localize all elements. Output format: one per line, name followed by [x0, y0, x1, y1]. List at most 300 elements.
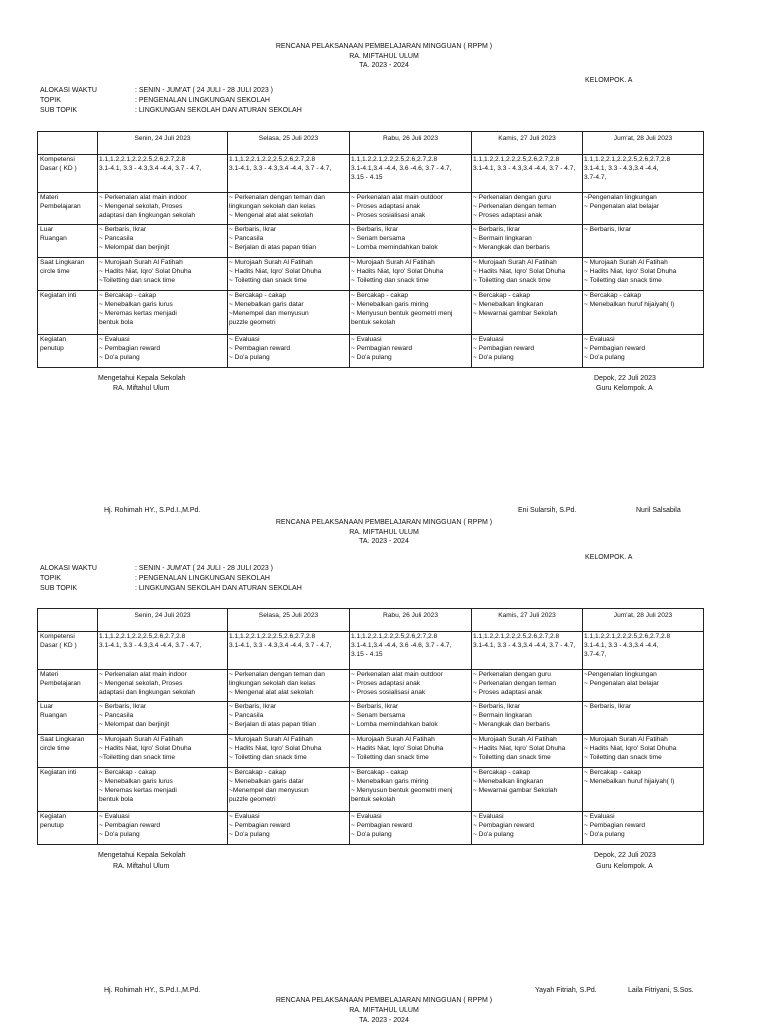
table-row: [38, 258, 704, 291]
table-cell: [98, 225, 228, 258]
cell-line: ~ Hadits Niat, Iqro' Solat Dhuha: [229, 268, 322, 275]
cell-line: ~ Pancasila: [229, 712, 264, 719]
row-label-line: Luar: [40, 703, 54, 710]
teacher-group-label: Guru Kelompok. A: [596, 385, 653, 392]
cell-line: ~ Mengenal sekolah, Proses: [99, 203, 183, 210]
cell-line: ~ Berbaris, Ikrar: [584, 226, 632, 233]
table-cell: [350, 291, 472, 335]
cell-line: ~Toiletting dan snack time: [99, 277, 176, 284]
rppm-table: [37, 608, 704, 845]
cell-line: 3.1-4.1, 3.3 - 4.3,3.4 -4.4, 3.7 - 4.7,: [99, 642, 202, 649]
row-label: [38, 258, 98, 291]
meta-row: [40, 584, 302, 594]
table-cell: [98, 335, 228, 368]
cell-line: ~ Pancasila: [229, 235, 264, 242]
cell-line: ~ Toiletting dan snack time: [473, 754, 551, 761]
table-header-row: [38, 609, 704, 632]
row-label: [38, 768, 98, 812]
cell-line: ~ Proses adaptasi anak: [473, 689, 543, 696]
cell-line: ~ Berbaris, Ikrar: [473, 226, 521, 233]
row-label: [38, 812, 98, 845]
cell-line: ~ Menebalkan garis lurus: [99, 301, 173, 308]
table-cell: [228, 632, 350, 670]
cell-line: ~ Lomba memindahkan balok: [351, 721, 438, 728]
cell-line: lingkungan sekolah dan kelas: [229, 680, 316, 687]
table-cell: [472, 670, 583, 702]
cell-line: ~ Pembagian reward: [473, 345, 535, 352]
table-cell: [350, 735, 472, 768]
table-cell: [350, 155, 472, 193]
kelompok-label: KELOMPOK. A: [585, 77, 633, 84]
table-cell: [98, 702, 228, 735]
day-header: Selasa, 25 Juli 2023: [228, 609, 350, 632]
table-cell: [98, 632, 228, 670]
cell-line: ~ Menyusun bentuk geometri menj: [351, 787, 453, 794]
cell-line: ~ Hadits Niat, Iqro' Solat Dhuha: [351, 745, 444, 752]
cell-line: ~Toiletting dan snack time: [99, 754, 176, 761]
cell-line: ~ Berbaris, Ikrar: [473, 703, 521, 710]
cell-line: ~ Murojaah Surah Al Fatihah: [351, 736, 435, 743]
table-cell: [98, 193, 228, 225]
document-title: [0, 42, 768, 71]
cell-line: ~ Proses sosialisasi anak: [351, 212, 426, 219]
cell-line: ~ Evaluasi: [584, 336, 615, 343]
row-label-line: Kompetensi: [40, 156, 75, 163]
cell-line: ~ Senam bersama: [351, 235, 406, 242]
title-line: RENCANA PELAKSANAAN PEMBELAJARAN MINGGUAN ( RPPM ): [275, 43, 493, 50]
table-cell: [472, 335, 583, 368]
cell-line: ~ Do'a pulang: [473, 354, 514, 361]
table-cell: [472, 632, 583, 670]
cell-line: ~ Berbaris, Ikrar: [99, 226, 147, 233]
cell-line: ~ Senam bersama: [351, 712, 406, 719]
cell-line: 3.1-4.1,3.4 -4.4, 3.6 -4.6, 3.7 - 4.7,: [351, 642, 452, 649]
cell-line: ~ Do'a pulang: [99, 831, 140, 838]
table-row: [38, 670, 704, 702]
cell-line: 1.1,1.2,2.1,2.2,2.5,2.6,2.7,2.8: [351, 156, 438, 163]
cell-line: ~ Berjalan di atas papan titian: [229, 244, 317, 251]
meta-row: [40, 574, 302, 584]
day-header: Senin, 24 Juli 2023: [98, 609, 228, 632]
table-cell: [228, 335, 350, 368]
meta-row: [40, 564, 302, 574]
cell-line: ~ Perkenalan dengan guru: [473, 194, 551, 201]
signature-teacher-2: Nuril Salsabila: [636, 507, 681, 514]
table-cell: [98, 155, 228, 193]
row-label-line: Dasar ( KD ): [40, 642, 77, 649]
meta-block: [40, 564, 302, 594]
approval-label: Mengetahui Kepala Sekolah: [98, 852, 186, 859]
cell-line: ~ Do'a pulang: [351, 831, 392, 838]
table-row: [38, 193, 704, 225]
cell-line: ~ Toiletting dan snack time: [229, 277, 307, 284]
table-cell: [228, 291, 350, 335]
cell-line: ~ Hadits Niat, Iqro' Solat Dhuha: [99, 745, 192, 752]
cell-line: ~ Do'a pulang: [229, 354, 270, 361]
row-label: [38, 291, 98, 335]
document-title: [0, 518, 768, 547]
row-label-line: Materi: [40, 671, 59, 678]
cell-line: ~ Bermain lingkaran: [473, 235, 532, 242]
cell-line: ~ Murojaah Surah Al Fatihah: [229, 259, 313, 266]
row-label-line: circle time: [40, 268, 70, 275]
cell-line: ~ Menebalkan garis miring: [351, 301, 429, 308]
table-cell: [472, 291, 583, 335]
cell-line: ~ Murojaah Surah Al Fatihah: [99, 259, 183, 266]
table-cell: [350, 812, 472, 845]
cell-line: ~ Pembagian reward: [99, 345, 161, 352]
cell-line: ~ Pembagian reward: [351, 822, 413, 829]
row-label-line: Saat Lingkaran: [40, 736, 85, 743]
table-cell: [98, 735, 228, 768]
cell-line: ~ Bercakap - cakap: [473, 292, 530, 299]
table-cell: [228, 702, 350, 735]
cell-line: ~ Pengenalan alat belajar: [584, 680, 659, 687]
cell-line: ~ Evaluasi: [473, 336, 504, 343]
table-row: [38, 735, 704, 768]
document-title: [0, 996, 768, 1024]
row-label-line: Pembelajaran: [40, 680, 81, 687]
table-cell: [472, 702, 583, 735]
cell-line: ~ Murojaah Surah Al Fatihah: [229, 736, 313, 743]
meta-label: TOPIK: [40, 575, 61, 582]
cell-line: ~ Pembagian reward: [351, 345, 413, 352]
table-cell: [350, 702, 472, 735]
cell-line: ~ Evaluasi: [473, 813, 504, 820]
signature-headmaster: Hj. Rohimah HY., S.Pd.I.,M.Pd.: [104, 507, 201, 514]
title-line: RENCANA PELAKSANAAN PEMBELAJARAN MINGGUAN ( RPPM ): [275, 997, 493, 1004]
cell-line: ~ Bercakap - cakap: [229, 769, 286, 776]
signature-headmaster: Hj. Rohimah HY., S.Pd.I.,M.Pd.: [104, 987, 201, 994]
cell-line: 3.15 - 4.15: [351, 174, 383, 181]
signature-teacher-2: Laila Fitriyani, S.Sos.: [628, 987, 694, 994]
table-cell: [583, 225, 704, 258]
table-cell: [228, 812, 350, 845]
table-row: [38, 155, 704, 193]
cell-line: ~ Evaluasi: [351, 336, 382, 343]
row-label: [38, 225, 98, 258]
row-label-line: Luar: [40, 226, 54, 233]
table-cell: [98, 768, 228, 812]
row-label-line: Kompetensi: [40, 633, 75, 640]
cell-line: ~ Toiletting dan snack time: [229, 754, 307, 761]
cell-line: 3.1-4.1, 3.3 - 4.3,3.4 -4.4, 3.7 - 4.7,: [473, 642, 576, 649]
row-label-line: Kegiatan: [40, 813, 67, 820]
cell-line: ~ Murojaah Surah Al Fatihah: [351, 259, 435, 266]
cell-line: ~ Evaluasi: [229, 813, 260, 820]
cell-line: ~ Do'a pulang: [229, 831, 270, 838]
cell-line: 3.1-4.1,3.4 -4.4, 3.6 -4.6, 3.7 - 4.7,: [351, 165, 452, 172]
cell-line: ~ Bercakap - cakap: [99, 769, 156, 776]
table-cell: [583, 335, 704, 368]
school-name: RA. Miftahul Ulum: [113, 385, 170, 392]
cell-line: ~ Bercakap - cakap: [473, 769, 530, 776]
table-cell: [583, 768, 704, 812]
cell-line: ~ Perkenalan alat main indoor: [99, 671, 187, 678]
table-cell: [472, 193, 583, 225]
cell-line: ~ Toiletting dan snack time: [584, 754, 662, 761]
table-row: [38, 632, 704, 670]
row-label-line: Dasar ( KD ): [40, 165, 77, 172]
cell-line: ~ Pembagian reward: [584, 822, 646, 829]
table-cell: [98, 812, 228, 845]
title-line: RA. MIFTAHUL ULUM: [349, 52, 419, 60]
cell-line: ~ Berbaris, Ikrar: [584, 703, 632, 710]
cell-line: ~ Berbaris, Ikrar: [351, 226, 399, 233]
cell-line: ~ Toiletting dan snack time: [351, 754, 429, 761]
cell-line: ~ Evaluasi: [229, 336, 260, 343]
cell-line: ~ Do'a pulang: [584, 354, 625, 361]
cell-line: ~ Menebalkan huruf hijaiyah( l): [584, 301, 675, 308]
cell-line: ~ Proses adaptasi anak: [351, 680, 421, 687]
meta-row: [40, 86, 302, 96]
cell-line: ~ Toiletting dan snack time: [473, 277, 551, 284]
cell-line: ~ Perkenalan alat main outdoor: [351, 671, 443, 678]
table-cell: [583, 670, 704, 702]
cell-line: ~ Bercakap - cakap: [351, 769, 408, 776]
signature-teacher-1: Eni Sularsih, S.Pd.: [518, 507, 577, 514]
cell-line: ~ Proses adaptasi anak: [473, 212, 543, 219]
row-label: [38, 670, 98, 702]
table-row: [38, 768, 704, 812]
meta-block: [40, 86, 302, 116]
day-header: Kamis, 27 Juli 2023: [472, 132, 583, 155]
cell-line: ~ Perkenalan alat main indoor: [99, 194, 187, 201]
cell-line: 1.1,1.2,2.1,2.2,2.5,2.6,2.7,2.8: [99, 633, 186, 640]
row-label-line: Kegiatan: [40, 336, 67, 343]
table-cell: [350, 670, 472, 702]
title-line: TA. 2023 - 2024: [359, 538, 409, 546]
cell-line: 1.1,1.2,2.1,2.2,2.5,2.6,2.7,2.8: [99, 156, 186, 163]
cell-line: ~ Bercakap - cakap: [99, 292, 156, 299]
cell-line: ~ Proses sosialisasi anak: [351, 689, 426, 696]
cell-line: 3.1-4.1, 3.3 - 4.3,3.4 -4.4, 3.7 - 4.7,: [229, 165, 332, 172]
cell-line: ~ Mengenal sekolah, Proses: [99, 680, 183, 687]
table-cell: [350, 632, 472, 670]
table-cell: [583, 632, 704, 670]
cell-line: ~ Hadits Niat, Iqro' Solat Dhuha: [229, 745, 322, 752]
table-cell: [350, 193, 472, 225]
cell-line: ~ Pembagian reward: [99, 822, 161, 829]
table-cell: [228, 258, 350, 291]
table-cell: [583, 812, 704, 845]
cell-line: ~ Mengenal alat alat sekolah: [229, 689, 314, 696]
row-label-line: Materi: [40, 194, 59, 201]
row-label: [38, 335, 98, 368]
cell-line: lingkungan sekolah dan kelas: [229, 203, 316, 210]
cell-line: ~ Berjalan di atas papan titian: [229, 721, 317, 728]
meta-value: : LINGKUNGAN SEKOLAH DAN ATURAN SEKOLAH: [135, 107, 302, 114]
cell-line: ~ Murojaah Surah Al Fatihah: [473, 736, 557, 743]
table-cell: [228, 768, 350, 812]
cell-line: ~ Evaluasi: [99, 813, 130, 820]
cell-line: ~Pengenalan lingkungan: [584, 194, 657, 201]
cell-line: ~ Pembagian reward: [229, 822, 291, 829]
day-header: Jum'at, 28 Juli 2023: [583, 609, 704, 632]
table-cell: [583, 291, 704, 335]
row-label-line: Saat Lingkaran: [40, 259, 85, 266]
table-row: [38, 225, 704, 258]
date-place: Depok, 22 Juli 2023: [594, 852, 656, 859]
cell-line: ~ Hadits Niat, Iqro' Solat Dhuha: [351, 268, 444, 275]
row-label-line: penutup: [40, 345, 64, 352]
cell-line: ~ Perkenalan dengan guru: [473, 671, 551, 678]
cell-line: ~ Bercakap - cakap: [351, 292, 408, 299]
cell-line: ~ Do'a pulang: [473, 831, 514, 838]
cell-line: ~ Mengenal alat alat sekolah: [229, 212, 314, 219]
table-row: [38, 291, 704, 335]
header-corner-cell: [38, 132, 98, 155]
table-cell: [350, 768, 472, 812]
cell-line: ~ Murojaah Surah Al Fatihah: [473, 259, 557, 266]
cell-line: ~ Evaluasi: [351, 813, 382, 820]
meta-label: ALOKASI WAKTU: [40, 565, 97, 572]
cell-line: 1.1,1.2,2.1,2.2,2.5,2.6,2.7,2.8: [473, 156, 560, 163]
cell-line: ~ Perkenalan alat main outdoor: [351, 194, 443, 201]
cell-line: ~ Meremas kertas menjadi: [99, 787, 177, 794]
cell-line: ~ Perkenalan dengan teman: [473, 203, 557, 210]
school-name: RA. Miftahul Ulum: [113, 863, 170, 870]
cell-line: ~ Menebalkan huruf hijaiyah( l): [584, 778, 675, 785]
row-label: [38, 632, 98, 670]
table-row: [38, 335, 704, 368]
cell-line: ~ Menebalkan garis datar: [229, 778, 304, 785]
cell-line: 1.1,1.2,2.1,2.2,2.5,2.6,2.7,2.8: [584, 156, 671, 163]
cell-line: ~ Perkenalan dengan teman dan: [229, 194, 325, 201]
cell-line: ~ Bercakap - cakap: [229, 292, 286, 299]
cell-line: 3.1-4.1, 3.3 - 4.3,3.4 -4.4, 3.7 - 4.7,: [473, 165, 576, 172]
cell-line: ~ Hadits Niat, Iqro' Solat Dhuha: [473, 268, 566, 275]
cell-line: ~ Pembagian reward: [584, 345, 646, 352]
cell-line: 1.1,1.2,2.1,2.2,2.5,2.6,2.7,2.8: [351, 633, 438, 640]
table-cell: [228, 735, 350, 768]
cell-line: ~ Bercakap - cakap: [584, 292, 641, 299]
meta-value: : LINGKUNGAN SEKOLAH DAN ATURAN SEKOLAH: [135, 585, 302, 592]
cell-line: ~ Mewarnai gambar Sekolah: [473, 310, 558, 317]
row-label-line: Kegiatan inti: [40, 769, 77, 776]
day-header: Selasa, 25 Juli 2023: [228, 132, 350, 155]
cell-line: bentuk bola: [99, 796, 134, 803]
title-line: TA. 2023 - 2024: [359, 62, 409, 70]
table-cell: [472, 812, 583, 845]
cell-line: ~ Bercakap - cakap: [584, 769, 641, 776]
cell-line: 1.1,1.2,2.1,2.2,2.5,2.6,2.7,2.8: [584, 633, 671, 640]
table-cell: [350, 258, 472, 291]
cell-line: ~ Evaluasi: [99, 336, 130, 343]
table-cell: [472, 225, 583, 258]
approval-label: Mengetahui Kepala Sekolah: [98, 375, 186, 382]
table-cell: [98, 670, 228, 702]
cell-line: ~ Pembagian reward: [473, 822, 535, 829]
meta-value: : SENIN - JUM'AT ( 24 JULI - 28 JULI 2023 ): [135, 87, 274, 94]
cell-line: ~ Berbaris, Ikrar: [99, 703, 147, 710]
signature-teacher-1: Yayah Fitriah, S.Pd.: [535, 987, 597, 994]
cell-line: ~Menempel dan menyusun: [229, 787, 309, 794]
row-label-line: Kegiatan inti: [40, 292, 77, 299]
table-cell: [583, 258, 704, 291]
meta-label: SUB TOPIK: [40, 107, 78, 114]
cell-line: puzzle geometri: [229, 319, 276, 326]
cell-line: ~ Menebalkan garis datar: [229, 301, 304, 308]
kelompok-label: KELOMPOK. A: [585, 554, 633, 561]
cell-line: ~ Pembagian reward: [229, 345, 291, 352]
row-label: [38, 155, 98, 193]
day-header: Senin, 24 Juli 2023: [98, 132, 228, 155]
cell-line: ~ Merangkak dan berbaris: [473, 244, 550, 251]
meta-row: [40, 96, 302, 106]
cell-line: ~ Perkenalan dengan teman: [473, 680, 557, 687]
date-place: Depok, 22 Juli 2023: [594, 375, 656, 382]
table-cell: [228, 155, 350, 193]
cell-line: ~ Murojaah Surah Al Fatihah: [584, 259, 668, 266]
cell-line: ~ Berbaris, Ikrar: [229, 226, 277, 233]
title-line: RA. MIFTAHUL ULUM: [349, 1007, 419, 1014]
cell-line: ~ Merangkak dan berbaris: [473, 721, 550, 728]
cell-line: 1.1,1.2,2.1,2.2,2.5,2.6,2.7,2.8: [229, 156, 316, 163]
cell-line: ~ Menebalkan lingkaran: [473, 778, 544, 785]
table-cell: [98, 291, 228, 335]
day-header: Rabu, 26 Juli 2023: [350, 132, 472, 155]
cell-line: ~ Melompat dan berjinjit: [99, 244, 170, 251]
teacher-group-label: Guru Kelompok. A: [596, 863, 653, 870]
table-cell: [583, 735, 704, 768]
table-header-row: [38, 132, 704, 155]
cell-line: 3.7-4.7,: [584, 174, 607, 181]
cell-line: 3.1-4.1, 3.3 - 4.3,3.4 -4.4, 3.7 - 4.7,: [99, 165, 202, 172]
cell-line: puzzle geometri: [229, 796, 276, 803]
table-cell: [472, 768, 583, 812]
cell-line: ~ Menebalkan garis miring: [351, 778, 429, 785]
table-cell: [98, 258, 228, 291]
meta-label: TOPIK: [40, 97, 61, 104]
cell-line: ~ Murojaah Surah Al Fatihah: [99, 736, 183, 743]
cell-line: ~ Pancasila: [99, 235, 134, 242]
cell-line: ~ Murojaah Surah Al Fatihah: [584, 736, 668, 743]
table-cell: [583, 702, 704, 735]
cell-line: ~ Hadits Niat, Iqro' Solat Dhuha: [99, 268, 192, 275]
cell-line: ~ Evaluasi: [584, 813, 615, 820]
table-cell: [472, 155, 583, 193]
cell-line: ~ Pengenalan alat belajar: [584, 203, 659, 210]
row-label-line: Pembelajaran: [40, 203, 81, 210]
row-label-line: Ruangan: [40, 235, 67, 242]
cell-line: 3.7-4.7,: [584, 651, 607, 658]
day-header: Rabu, 26 Juli 2023: [350, 609, 472, 632]
meta-label: ALOKASI WAKTU: [40, 87, 97, 94]
title-line: RENCANA PELAKSANAAN PEMBELAJARAN MINGGUAN ( RPPM ): [275, 519, 493, 526]
cell-line: ~ Menebalkan lingkaran: [473, 301, 544, 308]
cell-line: ~ Hadits Niat, Iqro' Solat Dhuha: [473, 745, 566, 752]
row-label: [38, 193, 98, 225]
row-label-line: Ruangan: [40, 712, 67, 719]
cell-line: ~ Berbaris, Ikrar: [229, 703, 277, 710]
cell-line: 3.1-4.1, 3.3 - 4.3,3.4 -4.4, 3.7 - 4.7,: [229, 642, 332, 649]
row-label: [38, 735, 98, 768]
cell-line: ~Pengenalan lingkungan: [584, 671, 657, 678]
table-row: [38, 702, 704, 735]
cell-line: ~ Bermain lingkaran: [473, 712, 532, 719]
rppm-table: [37, 131, 704, 368]
header-corner-cell: [38, 609, 98, 632]
cell-line: 3.1-4.1, 3.3 - 4.3,3.4 -4.4,: [584, 165, 659, 172]
cell-line: 1.1,1.2,2.1,2.2,2.5,2.6,2.7,2.8: [473, 633, 560, 640]
table-row: [38, 812, 704, 845]
cell-line: 1.1,1.2,2.1,2.2,2.5,2.6,2.7,2.8: [229, 633, 316, 640]
row-label: [38, 702, 98, 735]
cell-line: ~ Toiletting dan snack time: [351, 277, 429, 284]
table-cell: [350, 225, 472, 258]
cell-line: ~ Berbaris, Ikrar: [351, 703, 399, 710]
